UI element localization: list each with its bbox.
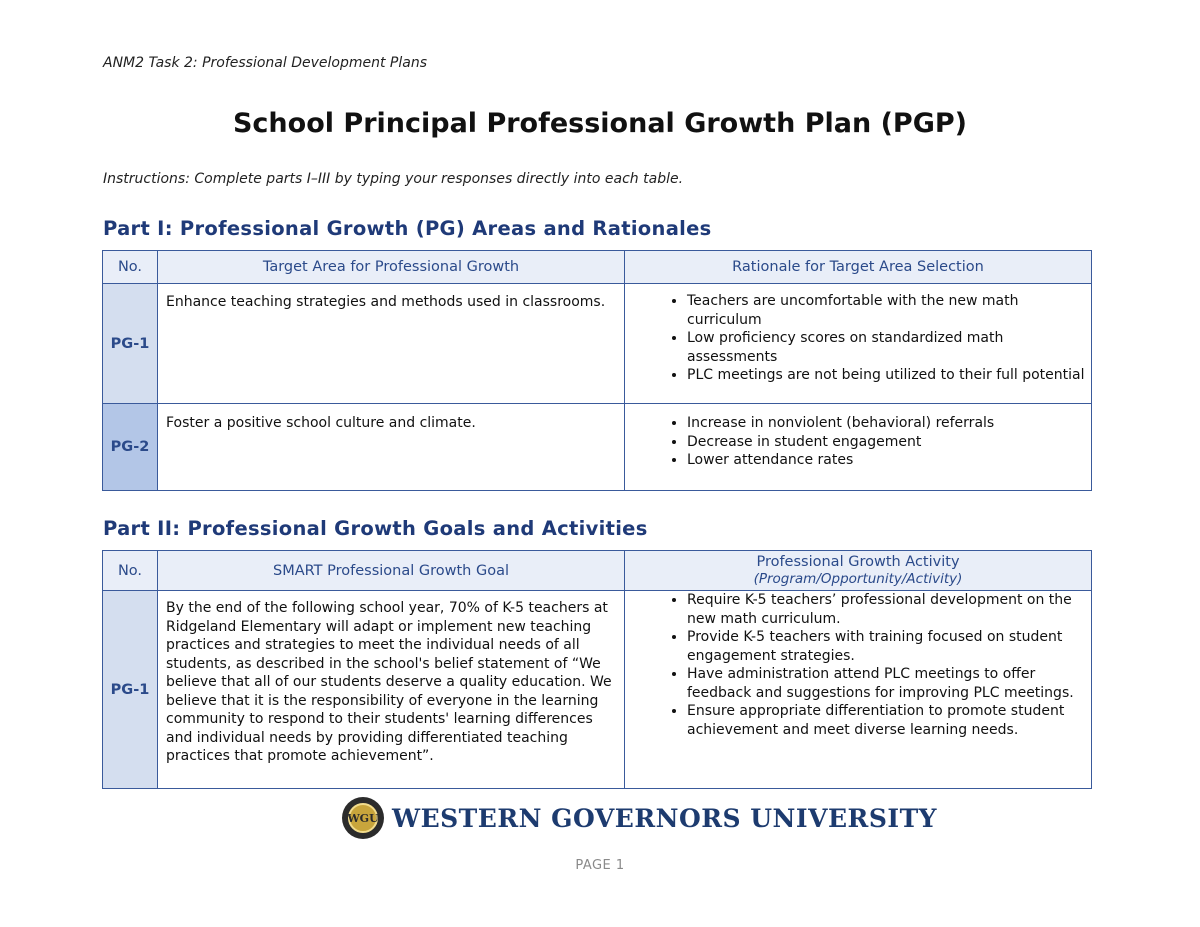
part2-heading: Part II: Professional Growth Goals and Activities	[103, 517, 648, 540]
activity-list	[625, 591, 1091, 739]
list-item: • Increase in nonviolent (behavioral) referrals	[687, 414, 1085, 433]
wgu-wordmark: WESTERN GOVERNORS UNIVERSITY	[392, 803, 938, 833]
row-label-pg1: PG-1	[103, 591, 158, 789]
part1-col-target: Target Area for Professional Growth	[158, 251, 625, 284]
part1-col-no: No.	[103, 251, 158, 284]
table-row	[103, 284, 1092, 404]
part2-col-goal: SMART Professional Growth Goal	[158, 551, 625, 591]
target-area-text: Enhance teaching strategies and methods used in classrooms.	[166, 294, 606, 310]
page-number: PAGE 1	[575, 858, 625, 873]
list-item: • Have administration attend PLC meetings to offer feedback and suggestions for improving PLC meetings.	[687, 665, 1085, 702]
part2-col-activity	[625, 551, 1092, 591]
list-item: • Decrease in student engagement	[687, 433, 1085, 452]
part1-table	[102, 250, 1092, 491]
list-item: • Require K-5 teachers’ professional development on the new math curriculum.	[687, 591, 1085, 628]
seal-monogram: WGU	[348, 803, 378, 833]
document-title: School Principal Professional Growth Plan (PGP)	[232, 108, 968, 139]
rationale-list	[625, 404, 1091, 470]
list-item: • PLC meetings are not being utilized to their full potential	[687, 366, 1085, 385]
running-header: ANM2 Task 2: Professional Development Plans	[103, 55, 427, 71]
rationale-list	[625, 284, 1091, 385]
part2-table	[102, 550, 1092, 789]
wgu-logo	[342, 796, 937, 840]
activity-header-title: Professional Growth Activity	[756, 553, 960, 570]
table-row	[103, 591, 1092, 789]
part1-col-rationale: Rationale for Target Area Selection	[625, 251, 1092, 284]
wgu-seal-icon	[342, 797, 384, 839]
list-item: • Low proficiency scores on standardized math assessments	[687, 329, 1085, 366]
part1-heading: Part I: Professional Growth (PG) Areas and Rationales	[103, 217, 712, 240]
list-item: • Teachers are uncomfortable with the new math curriculum	[687, 292, 1085, 329]
part2-col-no: No.	[103, 551, 158, 591]
list-item: • Provide K-5 teachers with training focused on student engagement strategies.	[687, 628, 1085, 665]
instructions-text: Instructions: Complete parts I–III by typing your responses directly into each table.	[103, 171, 684, 187]
activity-header-subtitle: (Program/Opportunity/Activity)	[753, 570, 963, 587]
smart-goal-text: By the end of the following school year, 70% of K-5 teachers at Ridgeland Elementary will adapt or implement new teaching practices and strategies to meet the individual needs of all students, as described in the school's belief statement of “We believe that all of our students deserve a quality education. We believe that it is the responsibility of everyone in the learning community to respond to their students' learning differences and individual needs by providing differentiated teaching practices that promote achievement”.	[166, 600, 612, 764]
list-item: • Lower attendance rates	[687, 451, 1085, 470]
row-label-pg1: PG-1	[103, 284, 158, 404]
list-item: • Ensure appropriate differentiation to promote student achievement and meet diverse learning needs.	[687, 702, 1085, 739]
target-area-text: Foster a positive school culture and climate.	[166, 415, 476, 431]
table-row	[103, 404, 1092, 491]
row-label-pg2: PG-2	[103, 404, 158, 491]
